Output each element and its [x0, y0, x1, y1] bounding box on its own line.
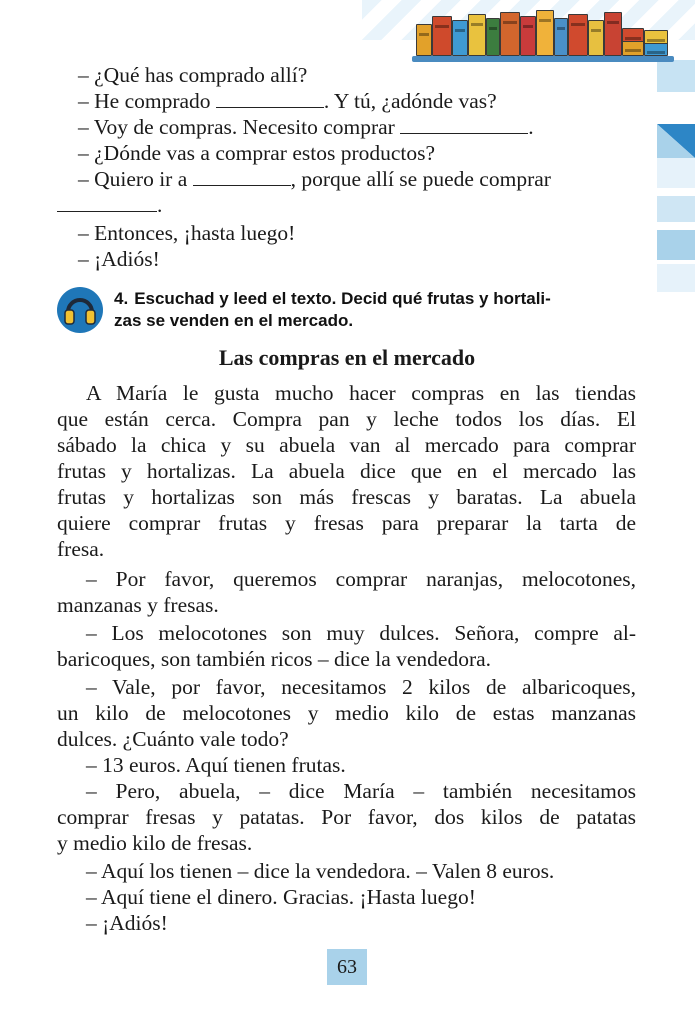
text-line: – Vale, por favor, necesitamos 2 kilos de albaricoques, — [86, 675, 636, 699]
dialogue-line: – Voy de compras. Necesito comprar . — [78, 115, 534, 139]
answer-blank[interactable] — [57, 193, 157, 212]
bookshelf-illustration — [412, 6, 674, 62]
answer-blank[interactable] — [216, 89, 324, 108]
text-line: – Por favor, queremos comprar naranjas, melocotones, — [86, 567, 636, 591]
text-line: A María le gusta mucho hacer compras en las tiendas — [86, 381, 636, 405]
text-line: dulces. ¿Cuánto vale todo? — [57, 727, 289, 751]
text-line: un kilo de melocotones y medio kilo de estas manzanas — [57, 701, 636, 725]
dialogue-line: – He comprado . Y tú, ¿adónde vas? — [78, 89, 497, 113]
answer-blank[interactable] — [193, 167, 291, 186]
text-line: – Aquí los tienen – dice la vendedora. – Valen 8 euros. — [86, 859, 555, 883]
text-line: baricoques, son también ricos – dice la vendedora. — [57, 647, 492, 671]
task-instruction: 4. Escuchad y leed el texto. Decid qué frutas y hortali- — [114, 289, 551, 308]
reading-title: Las compras en el mercado — [218, 345, 476, 370]
headphones-icon — [57, 287, 103, 333]
text-line: que están cerca. Compra pan y leche todos los días. El — [57, 407, 636, 431]
text-line: frutas y hortalizas son más frescas y baratas. La abuela — [57, 485, 636, 509]
dialogue-line: . — [57, 192, 615, 218]
text-line: y medio kilo de fresas. — [57, 831, 253, 855]
dialogue-line: – ¡Adiós! — [78, 247, 160, 271]
text-line: – 13 euros. Aquí tienen frutas. — [86, 753, 346, 777]
text-line: comprar fresas y patatas. Por favor, dos kilos de patatas — [57, 805, 636, 829]
dialogue-line: – Quiero ir a , porque allí se puede comprar — [78, 167, 551, 191]
text-line: fresa. — [57, 537, 105, 561]
text-line: – ¡Adiós! — [86, 911, 168, 935]
text-line: – Aquí tiene el dinero. Gracias. ¡Hasta luego! — [86, 885, 476, 909]
text-line: – Los melocotones son muy dulces. Señora, compre al- — [86, 621, 636, 645]
task-instruction-continued: zas se venden en el mercado. — [114, 311, 354, 330]
text-line: sábado la chica y su abuela van al mercado para comprar — [57, 433, 636, 457]
text-line: quiere comprar frutas y fresas para preparar la tarta de — [57, 511, 636, 535]
text-line: manzanas y fresas. — [57, 593, 219, 617]
dialogue-line: – Entonces, ¡hasta luego! — [78, 221, 296, 245]
page-number: 63 — [327, 949, 367, 985]
text-line: frutas y hortalizas. La abuela dice que en el mercado las — [57, 459, 636, 483]
dialogue-line: – ¿Dónde vas a comprar estos productos? — [78, 141, 436, 165]
dialogue-line: – ¿Qué has comprado allí? — [78, 63, 308, 87]
answer-blank[interactable] — [400, 115, 528, 134]
task-number: 4. — [114, 289, 129, 308]
text-line: – Pero, abuela, – dice María – también necesitamos — [86, 779, 636, 803]
